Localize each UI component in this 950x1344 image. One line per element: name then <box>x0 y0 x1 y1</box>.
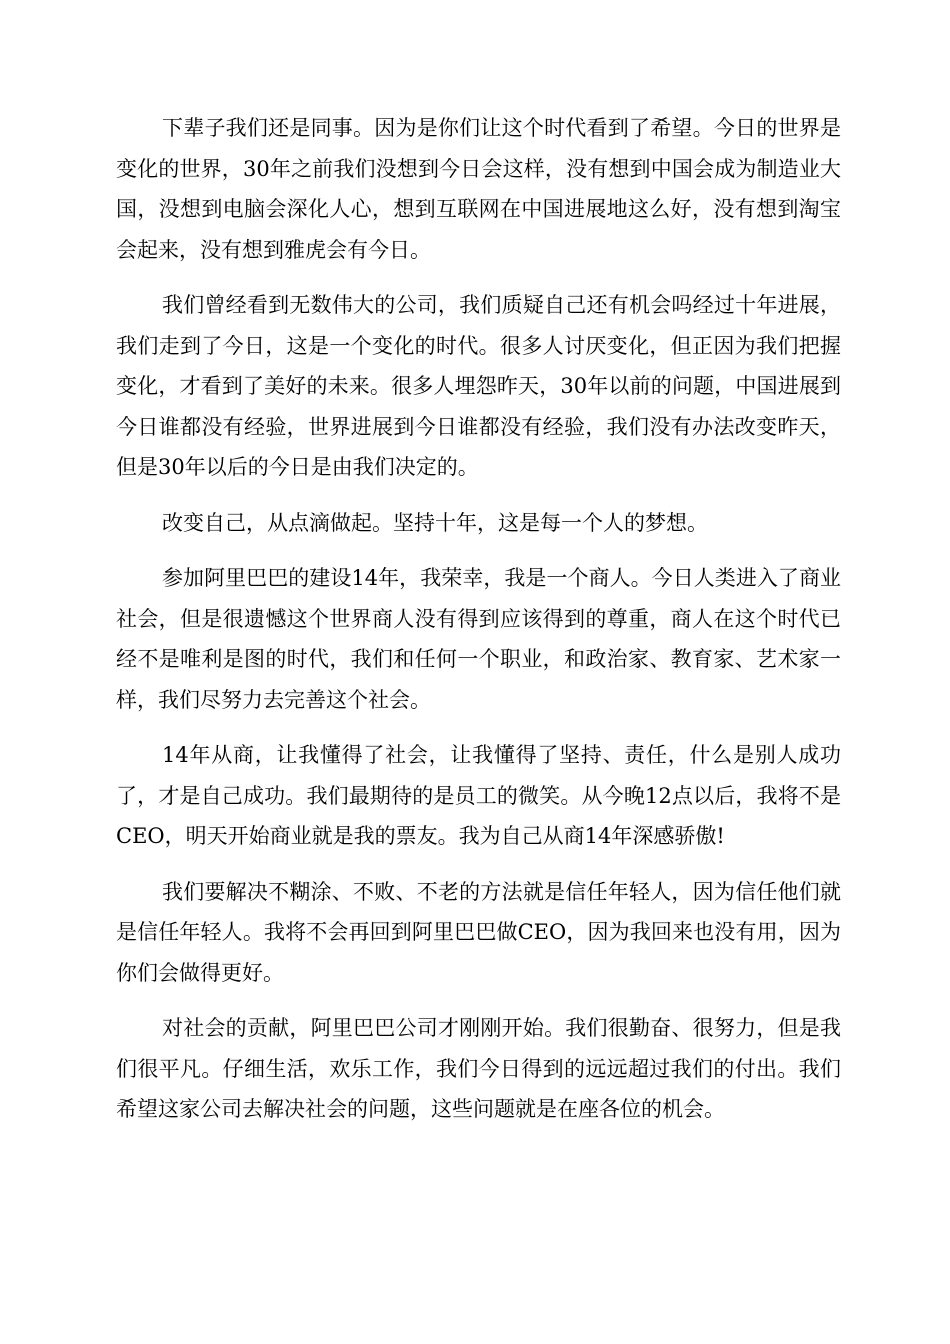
paragraph-1: 下辈子我们还是同事。因为是你们让这个时代看到了希望。今日的世界是变化的世界，30年之前我们没想到今日会这样，没有想到中国会成为制造业大国，没想到电脑会深化人心，想到互联网在中国进展地这么好，没有想到淘宝会起来，没有想到雅虎会有今日。 <box>116 116 841 262</box>
paragraph-5: 14年从商，让我懂得了社会，让我懂得了坚持、责任，什么是别人成功了，才是自己成功。我们最期待的是员工的微笑。从今晚12点以后，我将不是CEO，明天开始商业就是我的票友。我为自己从商14年深感骄傲! <box>116 743 841 848</box>
paragraph-3: 改变自己，从点滴做起。坚持十年，这是每一个人的梦想。 <box>162 510 708 535</box>
paragraph-7: 对社会的贡献，阿里巴巴公司才刚刚开始。我们很勤奋、很努力，但是我们很平凡。仔细生活，欢乐工作，我们今日得到的远远超过我们的付出。我们希望这家公司去解决社会的问题，这些问题就是在座各位的机会。 <box>116 1016 841 1121</box>
paragraph-6: 我们要解决不糊涂、不败、不老的方法就是信任年轻人，因为信任他们就是信任年轻人。我将不会再回到阿里巴巴做CEO，因为我回来也没有用，因为你们会做得更好。 <box>116 879 841 985</box>
paragraph-2: 我们曾经看到无数伟大的公司，我们质疑自己还有机会吗经过十年进展，我们走到了今日，这是一个变化的时代。很多人讨厌变化，但正因为我们把握变化，才看到了美好的未来。很多人埋怨昨天，30年以前的问题，中国进展到今日谁都没有经验，世界进展到今日谁都没有经验，我们没有办法改变昨天，但是30年以后的今日是由我们决定的。 <box>116 293 841 479</box>
document-page <box>116 108 841 1130</box>
paragraph-4: 参加阿里巴巴的建设14年，我荣幸，我是一个商人。今日人类进入了商业社会，但是很遗憾这个世界商人没有得到应该得到的尊重，商人在这个时代已经不是唯利是图的时代，我们和任何一个职业，和政治家、教育家、艺术家一样，我们尽努力去完善这个社会。 <box>116 566 841 712</box>
